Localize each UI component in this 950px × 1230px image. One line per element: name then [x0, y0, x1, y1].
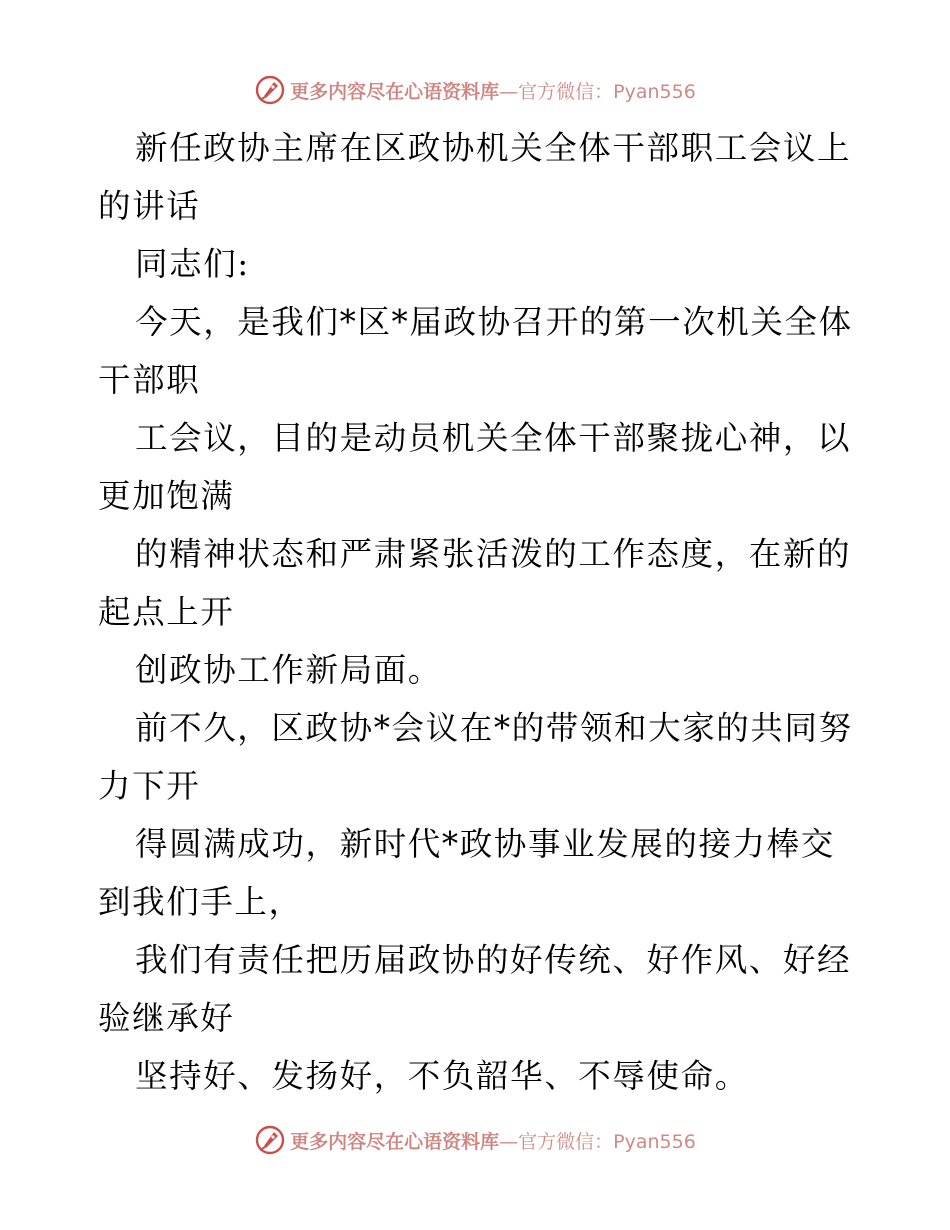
paragraph-line: 我们有责任把历届政协的好传统、好作风、好经 — [135, 941, 852, 979]
salutation: 同志们: — [135, 245, 250, 283]
footer-watermark — [0, 1122, 950, 1158]
watermark-separator: — — [499, 1130, 519, 1153]
paragraph-line: 验继承好 — [98, 999, 235, 1037]
watermark-text — [290, 77, 696, 104]
paragraph-line: 得圆满成功，新时代*政协事业发展的接力棒交 — [135, 825, 835, 863]
document-body — [98, 119, 858, 1105]
paragraph-line: 到我们手上， — [98, 883, 303, 921]
paragraph-line: 更加饱满 — [98, 477, 235, 515]
title-line-continued: 的讲话 — [98, 187, 201, 225]
watermark-brand: 更多内容尽在心语资料库 — [290, 1130, 500, 1153]
paragraph-line: 坚持好、发扬好，不负韶华、不辱使命。 — [135, 1057, 749, 1095]
pen-nib-icon — [254, 74, 286, 106]
header-watermark — [0, 72, 950, 108]
paragraph-line: 起点上开 — [98, 593, 235, 631]
paragraph-line: 的精神状态和严肃紧张活泼的工作态度，在新的 — [135, 535, 852, 573]
watermark-contact: 官方微信：Pyan556 — [518, 1130, 696, 1153]
paragraph-line: 创政协工作新局面。 — [135, 651, 442, 689]
paragraph-line: 前不久，区政协*会议在*的带领和大家的共同努 — [135, 709, 853, 747]
paragraph-line: 工会议，目的是动员机关全体干部聚拢心神，以 — [135, 419, 852, 457]
paragraph-line: 今天，是我们*区*届政协召开的第一次机关全体 — [135, 303, 853, 341]
watermark-brand: 更多内容尽在心语资料库 — [290, 80, 500, 103]
paragraph-line: 干部职 — [98, 361, 201, 399]
watermark-separator: — — [499, 80, 519, 103]
paragraph-line: 力下开 — [98, 767, 201, 805]
title-line: 新任政协主席在区政协机关全体干部职工会议上 — [135, 129, 852, 167]
pen-nib-icon — [254, 1124, 286, 1156]
watermark-text — [290, 1127, 696, 1154]
watermark-contact: 官方微信：Pyan556 — [518, 80, 696, 103]
